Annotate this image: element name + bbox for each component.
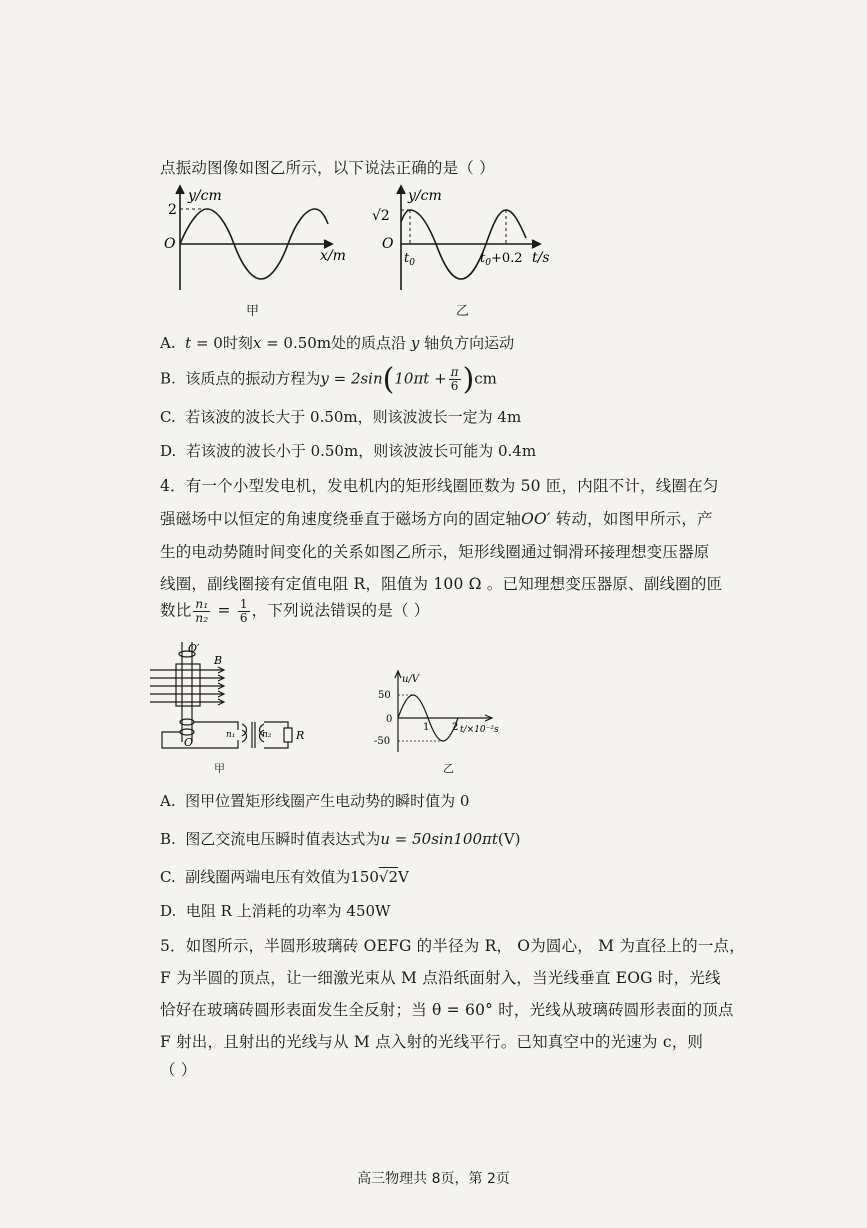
q3-yi-amp: √2 xyxy=(372,208,390,224)
q4-jia-obot: O xyxy=(184,736,194,749)
q5-line-5: （ ） xyxy=(160,1061,197,1079)
q4-line-3: 生的电动势随时间变化的关系如图乙所示，矩形线圈通过铜滑环接理想变压器原 xyxy=(160,543,710,561)
q3-jia-ylabel: y/cm xyxy=(188,188,222,204)
q4-jia-n1: n₁ xyxy=(226,730,236,740)
q5-line-1: 5．如图所示，半圆形玻璃砖 OEFG 的半径为 R， O为圆心， M 为直径上的一点， xyxy=(160,937,745,955)
q3-stem-tail: 点振动图像如图乙所示，以下说法正确的是（ ） xyxy=(160,159,495,177)
q4-figure-jia xyxy=(148,640,308,760)
q4-option-d: D. 电阻 R 上消耗的功率为 450W xyxy=(160,902,391,920)
q3-option-d: D. 若该波的波长小于 0.50m，则该波波长可能为 0.4m xyxy=(160,442,537,460)
q4-line-2: 强磁场中以恒定的角速度绕垂直于磁场方向的固定轴OO′ 转动，如图甲所示，产 xyxy=(160,510,713,528)
q4-yi-ypos: 50 xyxy=(378,690,391,701)
q4-yi-yzero: 0 xyxy=(386,714,393,725)
q3-yi-t0: $t_0$ xyxy=(404,251,415,268)
q3-jia-origin: O xyxy=(164,236,176,252)
q3-figure-yi xyxy=(366,180,566,320)
q4-jia-caption: 甲 xyxy=(214,762,225,775)
q4-yi-xlabel: t/×10⁻²s xyxy=(460,725,499,735)
q4-yi-caption: 乙 xyxy=(443,762,454,775)
q4-yi-x2: 2 xyxy=(452,722,459,733)
q3-figure-jia xyxy=(160,180,360,320)
q4-option-b: B. 图乙交流电压瞬时值表达式为u = 50sin100πt(V) xyxy=(160,830,521,848)
q3-option-a: A. t = 0时刻x = 0.50m处的质点沿 y 轴负方向运动 xyxy=(160,334,515,352)
q3-jia-caption: 甲 xyxy=(246,304,260,319)
q3-option-b: B. 该质点的振动方程为y = 2sin(10πt + $\frac{\pi}{6}$ )cm xyxy=(160,362,497,397)
q5-line-3: 恰好在玻璃砖圆形表面发生全反射；当 θ = 60° 时，光线从玻璃砖圆形表面的顶点 xyxy=(160,1001,734,1019)
q3-yi-xlabel: t/s xyxy=(532,250,550,266)
q5-line-4: F 射出，且射出的光线与从 M 点入射的光线平行。已知真空中的光速为 c，则 xyxy=(160,1033,704,1051)
q4-jia-otop: O′ xyxy=(188,642,200,655)
page-footer: 高三物理共 8页，第 2页 xyxy=(357,1171,510,1187)
q3-yi-caption: 乙 xyxy=(456,304,470,319)
q4-option-c: C. 副线圈两端电压有效值为150√2V xyxy=(160,868,409,886)
q3-option-c: C. 若该波的波长大于 0.50m，则该波波长一定为 4m xyxy=(160,408,522,426)
q4-figure-yi xyxy=(366,668,516,754)
q4-option-a: A. 图甲位置矩形线圈产生电动势的瞬时值为 0 xyxy=(160,792,470,810)
q3-yi-t1: $t_0+0.2$ xyxy=(480,251,523,268)
q4-line-5: 数比 $\frac{\text{n₁}}{\text{n₂}}$ = $\frac{1}{6}$ ，下列说法错误的是（ ） xyxy=(160,597,430,625)
q5-line-2: F 为半圆的顶点，让一细激光束从 M 点沿纸面射入，当光线垂直 EOG 时，光线 xyxy=(160,969,721,987)
q4-yi-yneg: -50 xyxy=(374,736,391,747)
q3-yi-origin: O xyxy=(382,236,394,252)
q4-jia-b: B xyxy=(214,654,223,667)
q3-jia-amp: 2 xyxy=(168,202,177,218)
q3-yi-ylabel: y/cm xyxy=(408,188,442,204)
q3-jia-xlabel: x/m xyxy=(320,248,346,264)
q4-yi-ylabel: u/V xyxy=(402,674,420,685)
q4-line-1: 4．有一个小型发电机，发电机内的矩形线圈匝数为 50 匝，内阻不计，线圈在匀 xyxy=(160,477,719,495)
q4-yi-x1: 1 xyxy=(423,722,430,733)
q4-jia-r: R xyxy=(296,729,305,742)
q4-jia-n2: n₂ xyxy=(262,730,272,740)
q4-line-4: 线圈，副线圈接有定值电阻 R，阻值为 100 Ω 。已知理想变压器原、副线圈的匝 xyxy=(160,575,723,593)
